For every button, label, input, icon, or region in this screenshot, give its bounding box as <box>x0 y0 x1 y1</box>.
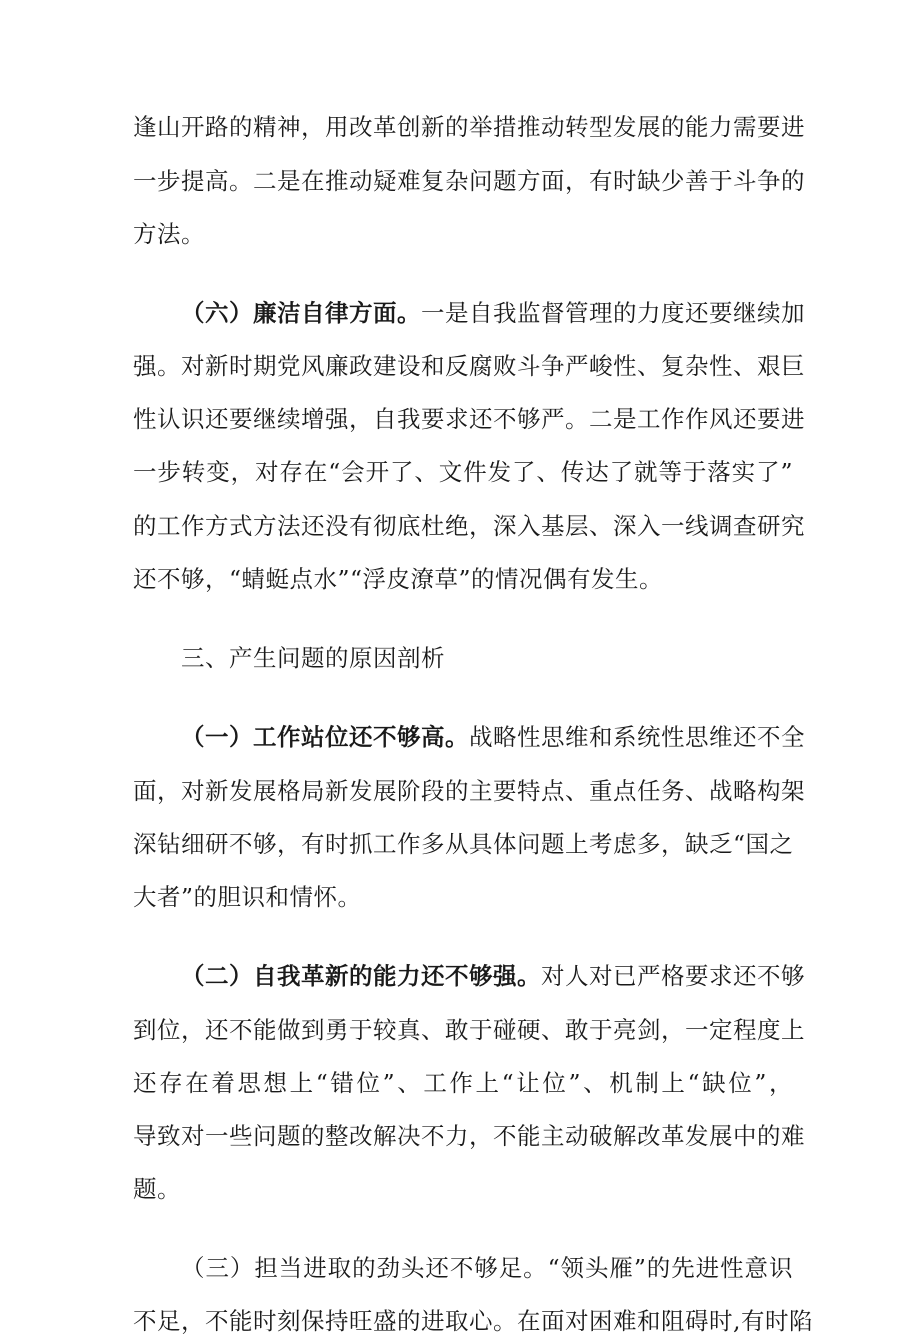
cause-2-title: （二）自我革新的能力还不够强。 <box>181 962 541 990</box>
section-6-first-line <box>181 298 805 328</box>
section-6-title: （六）廉洁自律方面。 <box>181 299 421 327</box>
paragraph-line: 还不够，“蜻蜓点水”“浮皮潦草”的情况偶有发生。 <box>133 565 664 593</box>
paragraph-line: 一步提高。二是在推动疑难复杂问题方面，有时缺少善于斗争的 <box>133 167 805 195</box>
paragraph-line: 面，对新发展格局新发展阶段的主要特点、重点任务、战略构架 <box>133 777 805 805</box>
paragraph-line: 到位，还不能做到勇于较真、敢于碰硬、敢于亮剑，一定程度上 <box>133 1016 805 1044</box>
section-6-text: 一是自我监督管理的力度还要继续加 <box>421 299 805 327</box>
paragraph-line: 不足，不能时刻保持旺盛的进取心。在面对困难和阻碍时,有时陷 <box>133 1307 813 1335</box>
cause-3-first-line: （三）担当进取的劲头还不够足。“领头雁”的先进性意识 <box>181 1254 793 1282</box>
cause-1-text: 战略性思维和系统性思维还不全 <box>469 723 805 751</box>
paragraph-line: 还存在着思想上“错位”、工作上“让位”、机制上“缺位”， <box>133 1069 793 1097</box>
paragraph-line: 性认识还要继续增强，自我要求还不够严。二是工作作风还要进 <box>133 405 805 433</box>
paragraph-line: 导致对一些问题的整改解决不力，不能主动破解改革发展中的难 <box>133 1122 805 1150</box>
cause-1-first-line <box>181 722 805 752</box>
paragraph-line: 强。对新时期党风廉政建设和反腐败斗争严峻性、复杂性、艰巨 <box>133 352 805 380</box>
paragraph-line: 大者”的胆识和情怀。 <box>133 883 362 911</box>
paragraph-line: 题。 <box>133 1175 181 1203</box>
paragraph-line: 的工作方式方法还没有彻底杜绝，深入基层、深入一线调查研究 <box>133 512 805 540</box>
paragraph-line: 逢山开路的精神，用改革创新的举措推动转型发展的能力需要进 <box>133 113 805 141</box>
cause-1-title: （一）工作站位还不够高。 <box>181 723 469 751</box>
cause-2-text: 对人对已严格要求还不够 <box>541 962 805 990</box>
paragraph-line: 深钻细研不够，有时抓工作多从具体问题上考虑多，缺乏“国之 <box>133 830 794 858</box>
paragraph-line: 方法。 <box>133 220 205 248</box>
cause-2-first-line <box>181 961 805 991</box>
section-heading: 三、产生问题的原因剖析 <box>181 644 445 672</box>
paragraph-line: 一步转变，对存在“会开了、文件发了、传达了就等于落实了” <box>133 458 793 486</box>
